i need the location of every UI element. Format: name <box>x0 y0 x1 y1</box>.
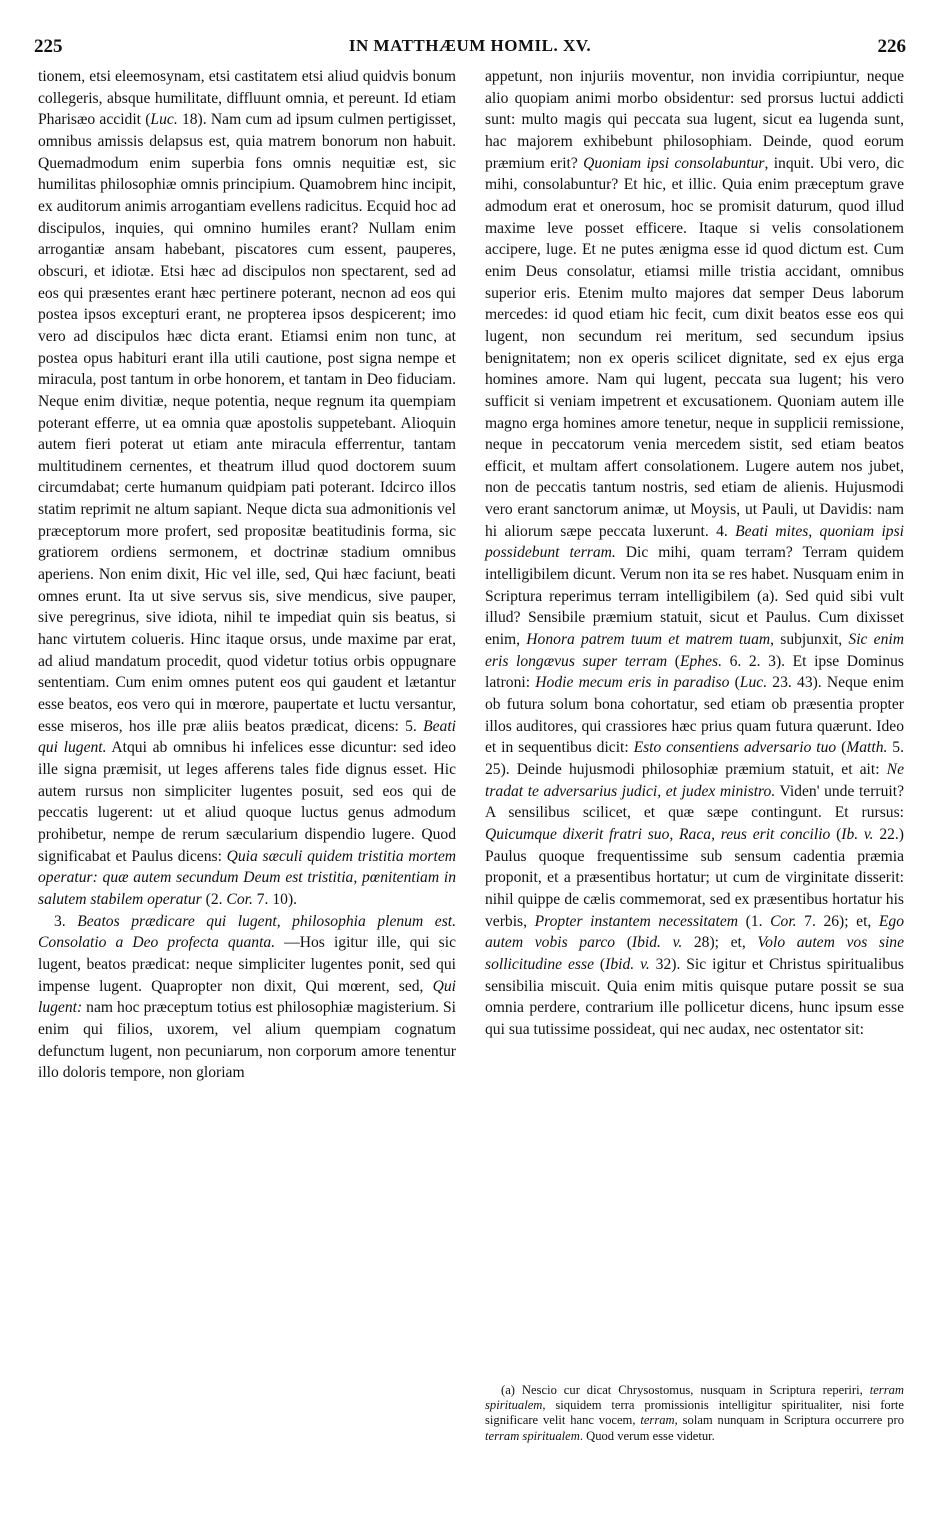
text-run: 28); et, <box>682 934 758 952</box>
citation: Luc. <box>739 674 768 692</box>
text-run: ( <box>667 652 680 670</box>
text-run: ( <box>830 825 842 843</box>
footnote-label: (a) <box>501 1383 515 1397</box>
footnote-term: terram spiritualem <box>485 1428 580 1443</box>
text-run: , subjunxit, <box>770 631 849 649</box>
paragraph <box>38 66 456 911</box>
citation: Ib. v. <box>841 825 874 843</box>
page-number-left: 225 <box>34 36 63 57</box>
running-header <box>34 36 906 64</box>
scripture-quote: Propter instantem necessitatem <box>534 912 739 930</box>
text-run: ( <box>836 739 847 757</box>
page-number-right: 226 <box>877 36 906 57</box>
text-run: 18). Nam cum ad ipsum culmen pertigisset, omnibus amissis delapsus est, quia matrem bonorum non habuit. Quemadmodum enim superbia fons omnis nequitiæ est, sic humilitas philosophiæ omnis principium. Quamobrem hinc incipit, ex auditorum animis arrogantiam evellens radicitus. Ecquid hoc ad discipulos, inquies, qui omnino humiles erant? Nullam enim arrogantiæ ansam habebant, piscatores cum essent, pauperes, obscuri, et idiotæ. Etsi hæc ad discipulos non spectarent, sed ad eos qui præsentes erant hæc pertinere poterant, necnon ad eos qui postea ipsos excepturi erant, ne propterea ipsos despicerent; imo vero ad discipulos hæc dicta erant. Etiamsi enim non tunc, at postea opus habituri erant illa utili cautione, post signa nempe et miracula, post tantum in orbe honorem, et tantam in Deo fiduciam. Neque enim divitiæ, neque potentia, neque regnum ita quempiam poterant efferre, ut ea omnia quæ apostolis suppetebant. Alioquin autem fieri poterat ut etiam ante miracula efferrentur, tantam multitudinem cernentes, et theatrum illud quod doctorem suum circumdabat; certe humanum quidpiam pati poterant. Idcirco illos statim reprimit ne altum sapiant. Neque dicta sua admonitionis vel præceptorum more profert, sed propositæ beatitudinis forma, sic gratiorem ordiens sermonem, et doctrinæ stadium omnibus aperiens. Non enim dixit, Hic vel ille, sed, Qui hæc faciunt, beati omnes erunt. Ita ut sive servus sis, sive mendicus, sive pauper, sive peregrinus, sive idiota, nihil te impediat quin sis beatus, si hanc virtutem colueris. Hinc itaque orsus, unde maxime par erat, ad aliud mandatum procedit, quod videtur totius orbis oppugnare sententiam. Cum enim omnes putent eos qui gaudent et lætantur esse beatos, eos vero qui in mœrore, paupertate et luctu versantur, esse miseros, hos ille præ aliis beatos prædicat, dicens: 5. <box>38 111 456 735</box>
citation: Ibid. v. <box>605 955 650 973</box>
citation: Ibid. v. <box>631 934 683 952</box>
text-run: ( <box>615 934 632 952</box>
text-run: 23. 43). Neque enim ob futura solum bona cohortatur, sed etiam ob præsentia propter illos auditores, qui crassiores hæc prius quam futura quærunt. Ideo et in sequentibus dicit: <box>485 674 905 757</box>
text-run: 7. 10). <box>252 890 298 908</box>
text-run: Nescio cur dicat Chrysostomus, nusquam in Scriptura reperiri, <box>514 1383 870 1397</box>
left-column <box>38 66 456 1084</box>
section-heading: Beatos prædicare qui lugent, philosophia plenum est. Consolatio a Deo profecta quanta. <box>38 912 456 952</box>
citation: Cor. <box>770 912 797 930</box>
text-run: . Quod verum esse videtur. <box>579 1428 715 1443</box>
text-run: ( <box>594 955 606 973</box>
scripture-quote: Honora patrem tuum et matrem tuam <box>526 631 771 649</box>
scripture-quote: Esto consentiens adversario tuo <box>633 739 837 757</box>
scripture-quote: Qui lugent: <box>38 977 456 1017</box>
text-run: —Hos igitur ille, qui sic lugent, beatos prædicat: neque simpliciter lugentes ponit, sed qui impense lugent. Quapropter non dixit, Qui mœrent, sed, <box>38 934 456 995</box>
running-title: IN MATTHÆUM HOMIL. XV. <box>348 36 592 55</box>
footnote <box>485 1383 904 1444</box>
text-run: 22.) Paulus quoque frequentissime sub sensum cadentia præmia proponit, et a præsentibus hortatur; ut cum de virginitate disserit: nihil quippe de cælis commemorat, sed ex præsentibus hortatur his verbis, <box>485 825 904 930</box>
scripture-quote: Hodie mecum eris in paradiso <box>535 674 730 692</box>
citation: Ephes. <box>679 652 722 670</box>
text-run: Viden' unde terruit? A sensilibus scilicet, et quæ sæpe contingunt. Et rursus: <box>485 782 905 822</box>
text-run: 7. 26); et, <box>796 912 879 930</box>
text-run: appetunt, non injuriis moventur, non invidia corripiuntur, neque alio quopiam animi morbo obsidentur: sed prorsus luctui addicti sunt: multo magis qui peccata sua lugent, sicut ea lugenda sunt, hac majorem exhibebunt philosophiam. Deinde, quod eorum præmium erit? <box>485 68 904 172</box>
scripture-quote: Beati mites, quoniam ipsi possidebunt terram. <box>485 522 904 562</box>
scripture-quote: Ne tradat te adversarius judici, et judex ministro. <box>485 761 904 800</box>
text-run: 6. 2. 3). Et ipse Dominus latroni: <box>485 652 904 692</box>
section-number: 3. <box>54 912 78 930</box>
text-run: , siquidem terra promissionis intelligitur spiritualiter, nisi forte significare velit hanc vocem, <box>485 1398 904 1428</box>
scripture-quote: Volo autem vos sine sollicitudine esse <box>485 934 905 973</box>
footnote-term: terram spiritualem <box>485 1383 904 1413</box>
text-run: (1. <box>738 912 771 930</box>
scripture-quote: Quia sæculi quidem tristitia mortem operatur: quæ autem secundum Deum est tristitia, pœnitentiam in salutem stabilem operatur <box>38 847 456 908</box>
scripture-quote: Sic enim eris longævus super terram <box>485 631 904 670</box>
scripture-quote: Ego autem vobis parco <box>485 912 905 952</box>
text-run: 32). Sic igitur et Christus spiritualibus sensibilia miscuit. Quia enim mitis quisque putare possit se sua omnia perdere, contrarium ille pollicetur dicens, hunc ipsum esse qui sua tutissime possideat, qui nec audax, nec ostentator sit: <box>485 955 904 1038</box>
text-run: nam hoc præceptum totius est philosophiæ magisterium. Si enim qui filios, uxorem, vel alium quempiam cognatum defunctum lugent, non pecuniarum, non corporum amore tenentur illo doloris tempore, non gloriam <box>38 999 456 1082</box>
scripture-quote: Beati qui lugent. <box>38 717 456 757</box>
citation: Luc. <box>150 111 178 129</box>
paragraph <box>485 66 904 1041</box>
scripture-quote: Quoniam ipsi consolabuntur <box>583 154 765 172</box>
text-run: , solam nunquam in Scriptura occurrere pro <box>674 1413 904 1428</box>
text-run: 5. 25). Deinde hujusmodi philosophiæ præmium statuit, et ait: <box>485 739 904 778</box>
text-run: Atqui ab omnibus hi infelices esse dicuntur: sed ideo ille signa præmisit, ut leges afferens tales fide dignus esset. Hic autem rursus non simpliciter lugentes posuit, sed eos qui de peccatis lugerent: ut et aliud quoque luctus genus admodum prohibetur, nempe de rerum sæcularium dispendio lugere. Quod significabat et Paulus dicens: <box>38 739 456 865</box>
footnote-term: terram <box>640 1413 675 1428</box>
text-run: tionem, etsi eleemosynam, etsi castitatem etsi aliud quidvis bonum collegeris, absque humilitate, diffluunt omnia, et pereunt. Id etiam Pharisæo accidit ( <box>38 68 456 129</box>
right-column <box>485 66 904 1041</box>
citation: Cor. <box>226 890 253 908</box>
scripture-quote: Quicumque dixerit fratri suo, Raca, reus erit concilio <box>485 825 831 843</box>
text-run: ( <box>729 674 740 692</box>
paragraph <box>38 911 456 1084</box>
text-run: (2. <box>201 890 227 908</box>
citation: Matth. <box>846 739 888 757</box>
footnote-text <box>485 1383 904 1444</box>
text-run: , inquit. Ubi vero, dic mihi, consolabuntur? Et hic, et illic. Quia enim præceptum grave admodum erat et onerosum, hoc se promisit daturum, quod illud maxime leve posset efficere. Itaque si velis consolationem accipere, luge. Et ne putes ænigma esse id quod dictum est. Cum enim Deus consolatur, etiamsi mille tristia accidant, omnibus superior eris. Etenim multo majores dat semper Deus laborum mercedes: id quod etiam hic fecit, cum dixit beatos esse eos qui lugent, non secundum rei meritum, sed secundum ipsius benignitatem; non ex operis scilicet dignitate, sed ex ejus erga homines amore. Nam qui lugent, peccata sua lugent; his vero sufficit si veniam impetrent et excusationem. Quoniam autem ille magno erga homines amore tenetur, neque in supplicii remissione, neque in peccatorum venia mercedem sistit, sed etiam beatos efficit, et multam affert consolationem. Lugere autem nos jubet, non de peccatis tantum nostris, sed etiam de alienis. Hujusmodi vero erant sanctorum animæ, ut Moysis, ut Pauli, ut Davidis: nam hi aliorum sæpe peccata luxerunt. 4. <box>485 154 905 540</box>
text-run: Dic mihi, quam terram? Terram quidem intelligibilem dicunt. Verum non ita se res habet. Nusquam enim in Scriptura reperimus terram intelligibilem (a). Sed quid sibi vult illud? Sensibile præmium statuit, sicut et Paulus. Cum dixisset enim, <box>485 544 905 649</box>
